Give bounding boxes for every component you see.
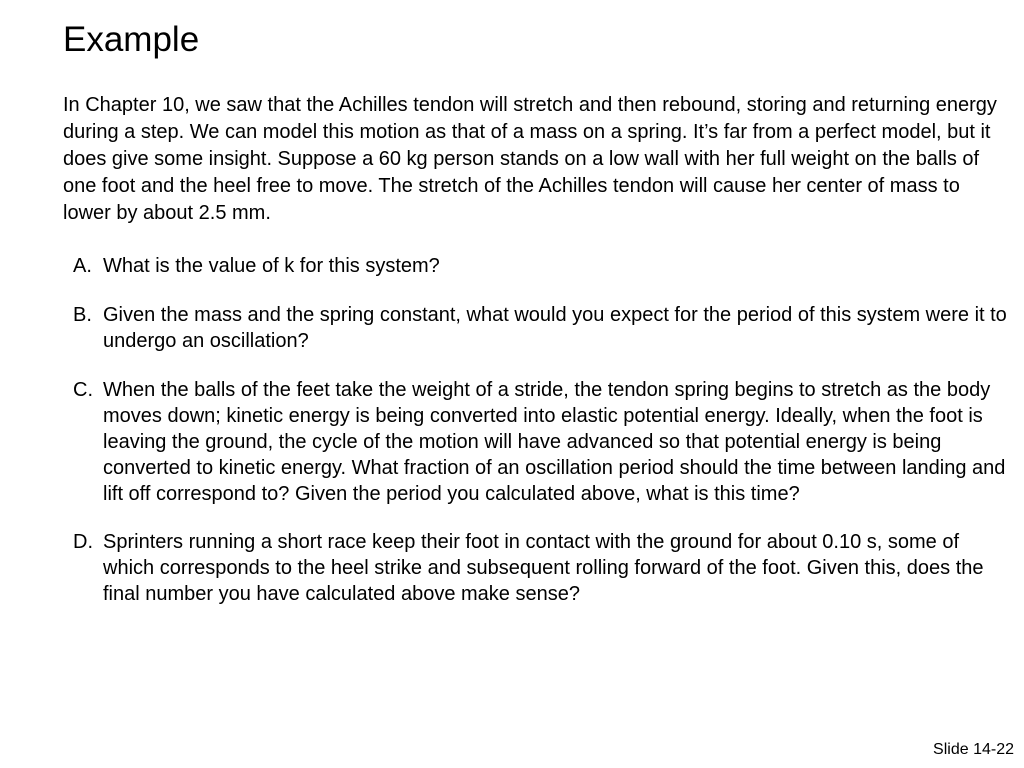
question-text: Given the mass and the spring constant, what would you expect for the period of this system were it to undergo an oscillation?: [103, 304, 1007, 352]
question-letter: D.: [73, 531, 93, 553]
question-text: What is the value of k for this system?: [103, 255, 440, 277]
question-letter: A.: [73, 255, 92, 277]
question-list: [63, 253, 1008, 630]
slide-title: Example: [63, 20, 200, 59]
slide-number: Slide 14-22: [933, 741, 1014, 758]
question-item: [63, 377, 1008, 507]
question-letter: C.: [73, 379, 93, 401]
question-letter: B.: [73, 304, 92, 326]
question-item: [63, 302, 1008, 354]
question-item: [63, 253, 1008, 279]
question-text: When the balls of the feet take the weight of a stride, the tendon spring begins to stretch as the body moves down; kinetic energy is being converted into elastic potential energy. Ideally, when the foot is leaving the ground, the cycle of the motion will have advanced so that potential energy is being converted to kinetic energy. What fraction of an oscillation period should the time between landing and lift off correspond to? Given the period you calculated above, what is this time?: [103, 379, 1006, 505]
question-item: [63, 529, 1008, 607]
intro-paragraph: In Chapter 10, we saw that the Achilles tendon will stretch and then rebound, storing and returning energy during a step. We can model this motion as that of a mass on a spring. It’s far from a perfect model, but it does give some insight. Suppose a 60 kg person stands on a low wall with her full weight on the balls of one foot and the heel free to move. The stretch of the Achilles tendon will cause her center of mass to lower by about 2.5 mm.: [63, 94, 997, 224]
question-text: Sprinters running a short race keep their foot in contact with the ground for about 0.10 s, some of which corresponds to the heel strike and subsequent rolling forward of the foot. Given this, does the final number you have calculated above make sense?: [103, 531, 984, 605]
